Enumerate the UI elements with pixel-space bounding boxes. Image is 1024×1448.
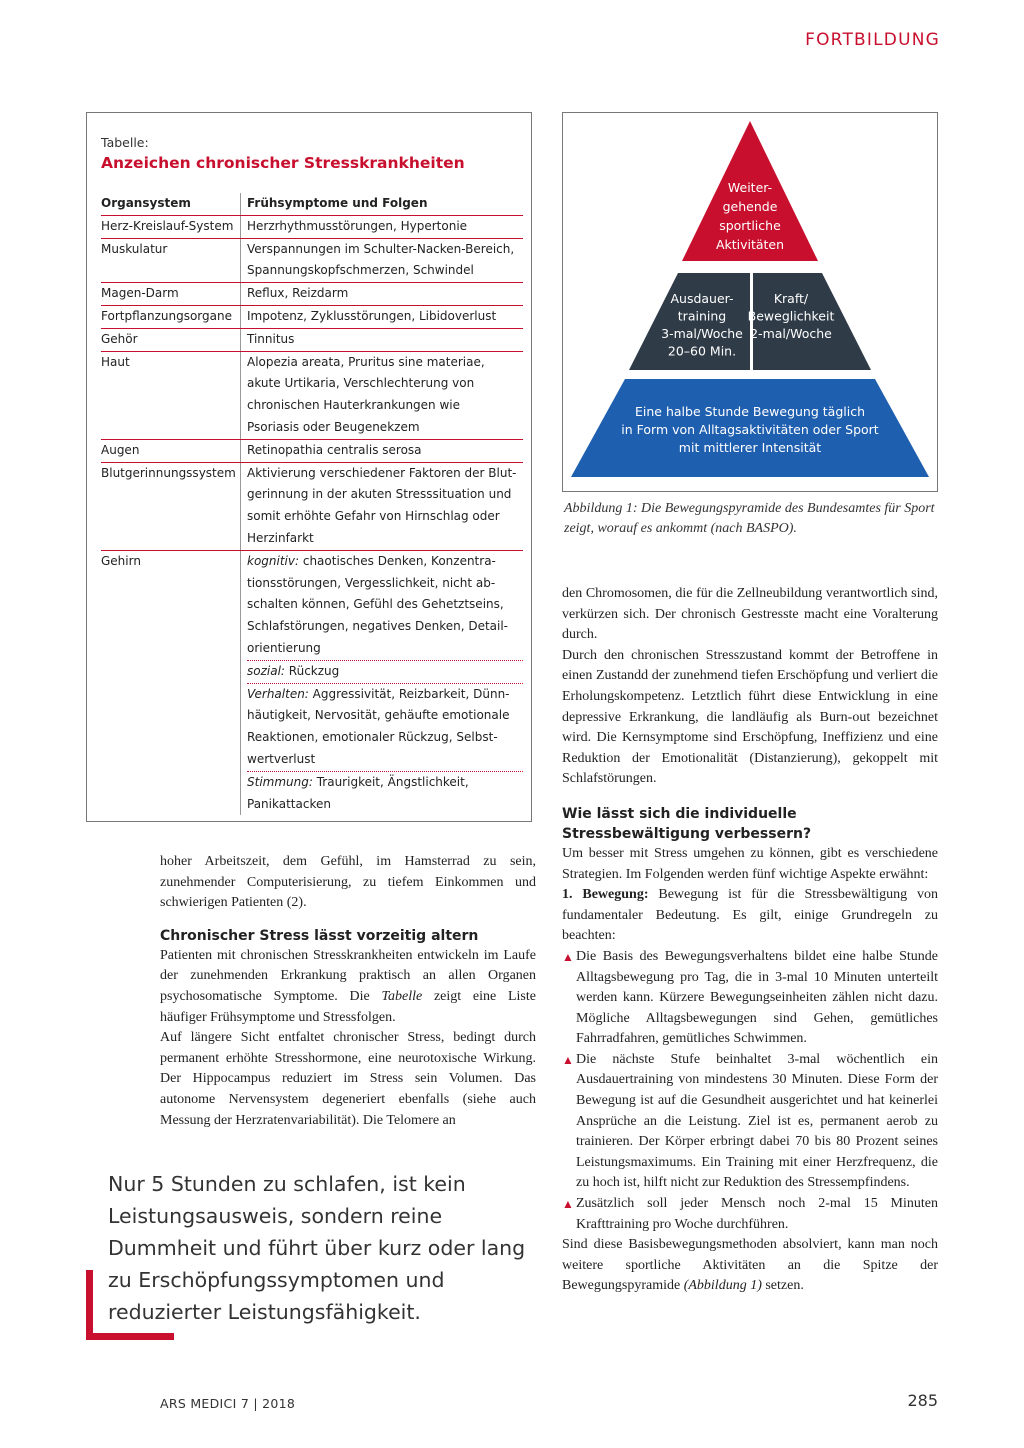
symptoms-cell: Retinopathia centralis serosa <box>241 439 524 462</box>
organ-cell: Blutgerinnungssystem <box>101 462 241 550</box>
paragraph: den Chromosomen, die für die Zellneubildung verantwortlich sind, verkürzen sich. Der chronisch Gestresste macht eine Voralterung durch. <box>562 586 938 643</box>
section-heading: Wie lässt sich die individuelle Stressbewältigung verbessern? <box>562 805 812 842</box>
table-row <box>101 283 523 306</box>
symptoms-cell: kognitiv: chaotisches Denken, Konzentra- tionsstörungen, Vergesslichkeit, nicht ab- schalten können, Gefühl des Gehetztseins, Schlafstörungen, negatives Denken, Detail- orientierung sozial: Rückzug Verhalten: Aggressivität, Reizbarkeit, Dünn- häutigkeit, Nervosität, gehäufte emotionale Reaktionen, emotionaler Rückzug, Selbst- wertverlust Stimmung: Traurigkeit, Ängstlichkeit, Panikattacken <box>241 550 524 815</box>
pyramid-label: sportliche <box>719 218 781 233</box>
bullet-item: ▲ Zusätzlich soll jeder Mensch noch 2-mal 15 Minuten Krafttraining pro Woche durchführen. <box>562 1194 938 1235</box>
organ-cell: Gehirn <box>101 553 141 568</box>
page-number: 285 <box>907 1391 938 1410</box>
table-row <box>101 238 523 283</box>
paragraph: Patienten mit chronischen Stresskrankheiten entwickeln im Laufe der zunehmenden Erkrankung praktisch an allen Organen psychosomatische Symptome. Die Tabelle zeigt eine Liste häufiger Frühsymptome und Stressfolgen. <box>160 947 536 1025</box>
organ-cell: Gehör <box>101 328 241 351</box>
left-text-column <box>160 852 536 1131</box>
paragraph: Auf längere Sicht entfaltet chronischer Stress, bedingt durch permanent erhöhte Stresshormone, eine neurotoxische Wirkung. Der Hippocampus reduziert im Stress sein Volumen. Das autonome Nervensystem degeneriert ebenfalls (siehe auch Messung der Herzratenvariabilität). Die Telomere an <box>160 1030 536 1128</box>
symptoms-cell: Herzrhythmusstörungen, Hypertonie <box>241 215 524 238</box>
column-header-symptoms: Frühsymptome und Folgen <box>241 193 524 215</box>
paragraph: 1. Bewegung: Bewegung ist für die Stressbewältigung von fundamentaler Bedeutung. Es gilt, einige Grundregeln zu beachten: <box>562 887 938 944</box>
quote-bar-horizontal <box>86 1333 174 1340</box>
pyramid-label: Eine halbe Stunde Bewegung täglich <box>635 404 865 419</box>
symptoms-cell: Aktivierung verschiedener Faktoren der Blut- gerinnung in der akuten Stresssituation und somit erhöhte Gefahr von Hirnschlag oder Herzinfarkt <box>241 462 524 550</box>
table-caption: Tabelle: <box>101 135 149 150</box>
stress-table-box <box>86 112 532 822</box>
table-row <box>101 328 523 351</box>
organ-cell: Magen-Darm <box>101 283 241 306</box>
pyramid-label: Beweglichkeit <box>747 308 835 324</box>
table-title: Anzeichen chronischer Stresskrankheiten <box>101 154 465 172</box>
pyramid-label: 2-mal/Woche <box>750 326 832 341</box>
symptoms-cell: Verspannungen im Schulter-Nacken-Bereich, Spannungskopfschmerzen, Schwindel <box>241 238 524 283</box>
pyramid-label: gehende <box>722 199 778 214</box>
triangle-bullet-icon: ▲ <box>562 1197 574 1212</box>
right-text-column <box>562 584 938 1297</box>
symptoms-cell: Tinnitus <box>241 328 524 351</box>
table-row <box>101 550 523 815</box>
table-row <box>101 215 523 238</box>
section-header: FORTBILDUNG <box>805 30 940 50</box>
pyramid-label: 3-mal/Woche <box>661 326 743 341</box>
journal-footer: ARS MEDICI 7 | 2018 <box>160 1396 296 1411</box>
symptoms-cell: Impotenz, Zyklusstörungen, Libidoverlust <box>241 305 524 328</box>
movement-pyramid-figure <box>562 112 938 492</box>
section-heading: Chronischer Stress lässt vorzeitig altern <box>160 927 479 944</box>
stress-table <box>101 193 523 815</box>
column-header-organ: Organsystem <box>101 193 241 215</box>
table-row <box>101 305 523 328</box>
organ-cell: Haut <box>101 351 241 439</box>
pyramid-diagram <box>563 113 937 491</box>
pyramid-label: 20–60 Min. <box>667 343 737 359</box>
pyramid-label: Weiter- <box>727 180 773 195</box>
paragraph: Durch den chronischen Stresszustand kommt der Betroffene in einen Zustandd der zunehmend tiefen Erschöpfung und verliert die Erholungskompetenz. Letztlich führt diese Entwicklung in eine depressive Erkrankung, die landläufig als Burn-out bezeichnet wird. Die Kernsymptome sind Erschöpfung, Ineffizienz und eine Reduktion der Emotionalität (Distanzierung), gekoppelt mit Schlafstörungen. <box>562 647 938 787</box>
table-row <box>101 462 523 550</box>
figure-caption: Abbildung 1: Die Bewegungspyramide des Bundesamtes für Sport zeigt, worauf es ankommt (nach BASPO). <box>564 501 935 536</box>
organ-cell: Herz-Kreislauf-System <box>101 215 241 238</box>
pyramid-label: Ausdauer- <box>670 291 734 306</box>
symptoms-cell: Alopezia areata, Pruritus sine materiae, akute Urtikaria, Verschlechterung von chronischen Hauterkrankungen wie Psoriasis oder Beugenekzem <box>241 351 524 439</box>
organ-cell: Augen <box>101 439 241 462</box>
organ-cell: Fortpflanzungsorgane <box>101 305 241 328</box>
bullet-item: ▲ Die Basis des Bewegungsverhaltens bildet eine halbe Stunde Alltagsbewegung pro Tag, die in 3-mal 10 Minuten unterteilt werden kann. Kürzere Bewegungseinheiten zählen nicht dazu. Mögliche Alltagsbewegungen sind Gehen, gemütliches Fahrradfahren, gemütliches Schwimmen. <box>562 947 938 1050</box>
triangle-bullet-icon: ▲ <box>562 1052 574 1067</box>
triangle-bullet-icon: ▲ <box>562 949 574 964</box>
pyramid-label: in Form von Alltagsaktivitäten oder Sport <box>621 422 879 437</box>
pull-quote: Nur 5 Stunden zu schlafen, ist kein Leistungsausweis, sondern reine Dummheit und führt über kurz oder lang zu Erschöpfungssymptomen und reduzierter Leistungsfähigkeit. <box>108 1172 526 1324</box>
pyramid-label: training <box>677 308 727 324</box>
bullet-item: ▲ Die nächste Stufe beinhaltet 3-mal wöchentlich ein Ausdauertraining von mindestens 30 Minuten. Diese Form der Bewegung ist auf die Gesundheit ausgerichtet und hat keinerlei Ansprüche an die Leistung. Ziel ist es, permanent aerob zu trainieren. Der Körper erbringt dabei 70 bis 80 Prozent seines Leistungsmaximums. Ein Training mit einer Herzfrequenz, die zu hoch ist, hilft nicht zur Reduktion des Stressempfindens. <box>562 1050 938 1194</box>
pyramid-label: Aktivitäten <box>715 237 785 252</box>
pyramid-label: Kraft/ <box>773 291 809 306</box>
paragraph: Sind diese Basisbewegungsmethoden absolviert, kann man noch weitere sportliche Aktivitäten an die Spitze der Bewegungspyramide (Abbildung 1) setzen. <box>562 1237 938 1294</box>
symptoms-cell: Reflux, Reizdarm <box>241 283 524 306</box>
pyramid-label: mit mittlerer Intensität <box>678 440 822 455</box>
quote-bar-vertical <box>86 1270 93 1340</box>
paragraph: hoher Arbeitszeit, dem Gefühl, im Hamsterrad zu sein, zunehmender Computerisierung, zu tiefem Einkommen und schwierigen Patienten (2). <box>160 854 536 911</box>
paragraph: Um besser mit Stress umgehen zu können, gibt es verschiedene Strategien. Im Folgenden werden fünf wichtige Aspekte erwähnt: <box>562 845 938 882</box>
table-row <box>101 351 523 439</box>
table-row <box>101 439 523 462</box>
organ-cell: Muskulatur <box>101 238 241 283</box>
